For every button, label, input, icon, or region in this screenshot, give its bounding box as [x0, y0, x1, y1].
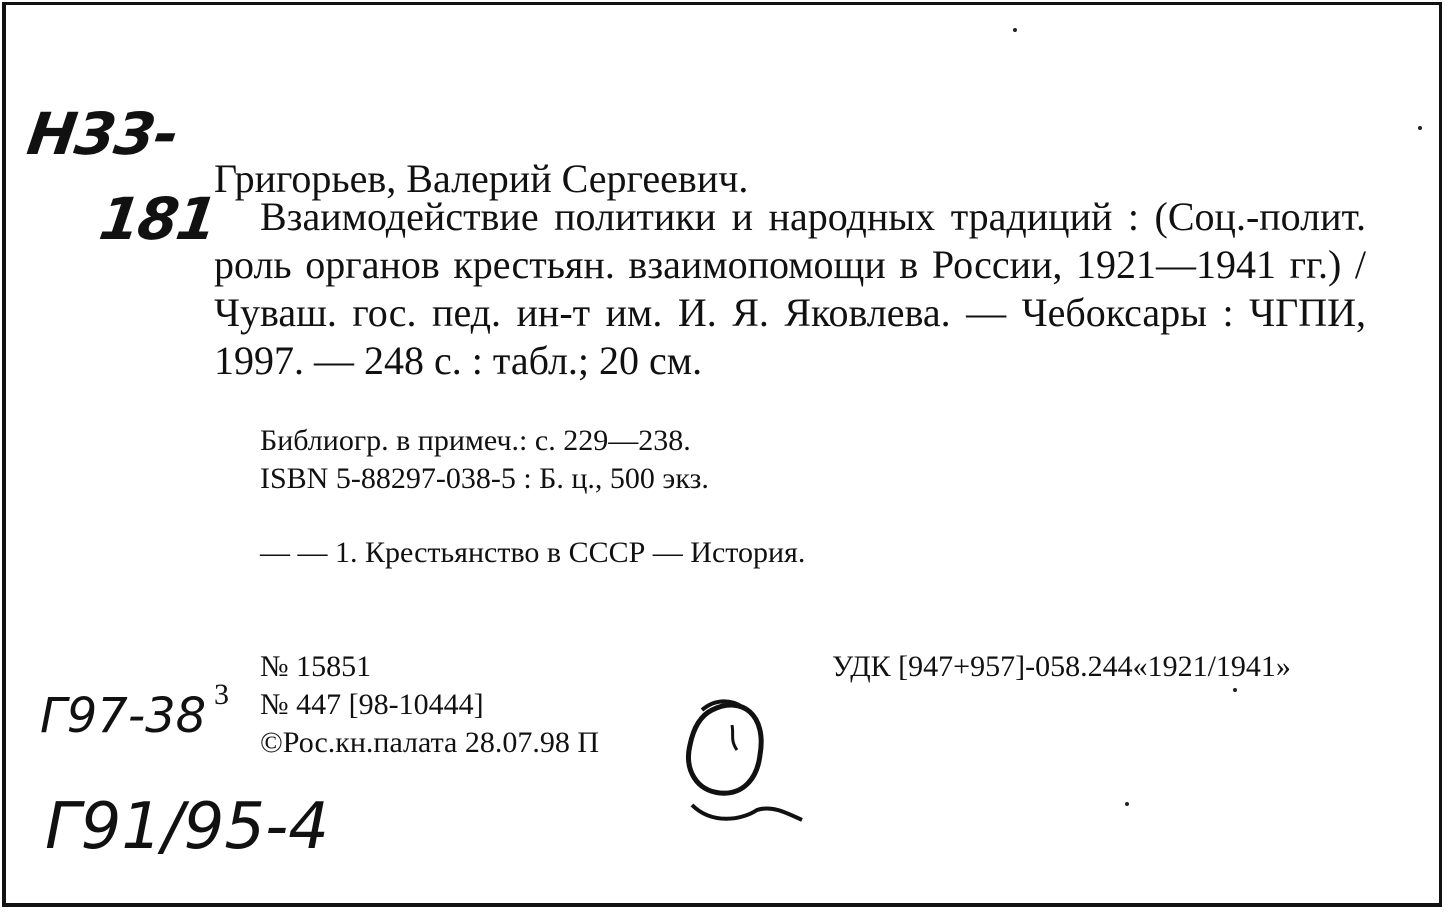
shelf-mark-line1: Н33- — [23, 100, 183, 168]
shelf-mark-line2: 181 — [95, 185, 220, 253]
handwritten-note-1: Г97-38 — [40, 688, 207, 744]
author-heading: Григорьев, Валерий Сергеевич. — [214, 156, 749, 201]
title-description: Взаимодействие политики и народных традиций : (Соц.-полит. роль органов крестьян. взаимопомощи в России, 1921—1941 гг.) / Чуваш. гос. пед. ин-т им. И. Я. Яковлева. — Чебоксары : ЧГПИ, 1997. — 248 с. : табл.; 20 см. — [214, 194, 1366, 383]
handwritten-note-2: Г91/95-4 — [45, 790, 329, 864]
registration-number: № 15851 — [260, 650, 372, 683]
udk-classification: УДК [947+957]-058.244«1921/1941» — [832, 650, 1291, 683]
library-stamp-icon — [672, 695, 812, 830]
bibliography-note: Библиогр. в примеч.: с. 229—238. — [260, 424, 691, 457]
copyright-line: ©Рос.кн.палата 28.07.98 П — [260, 726, 600, 759]
speck — [1418, 126, 1422, 130]
secondary-number: № 447 [98-10444] — [260, 688, 484, 721]
speck — [1125, 802, 1129, 806]
isbn-note: ISBN 5-88297-038-5 : Б. ц., 500 экз. — [260, 462, 709, 495]
speck — [1013, 28, 1017, 32]
subject-heading: — — 1. Крестьянство в СССР — История. — [260, 536, 806, 569]
card-copy-count: 3 — [214, 678, 229, 711]
speck — [1233, 688, 1237, 692]
